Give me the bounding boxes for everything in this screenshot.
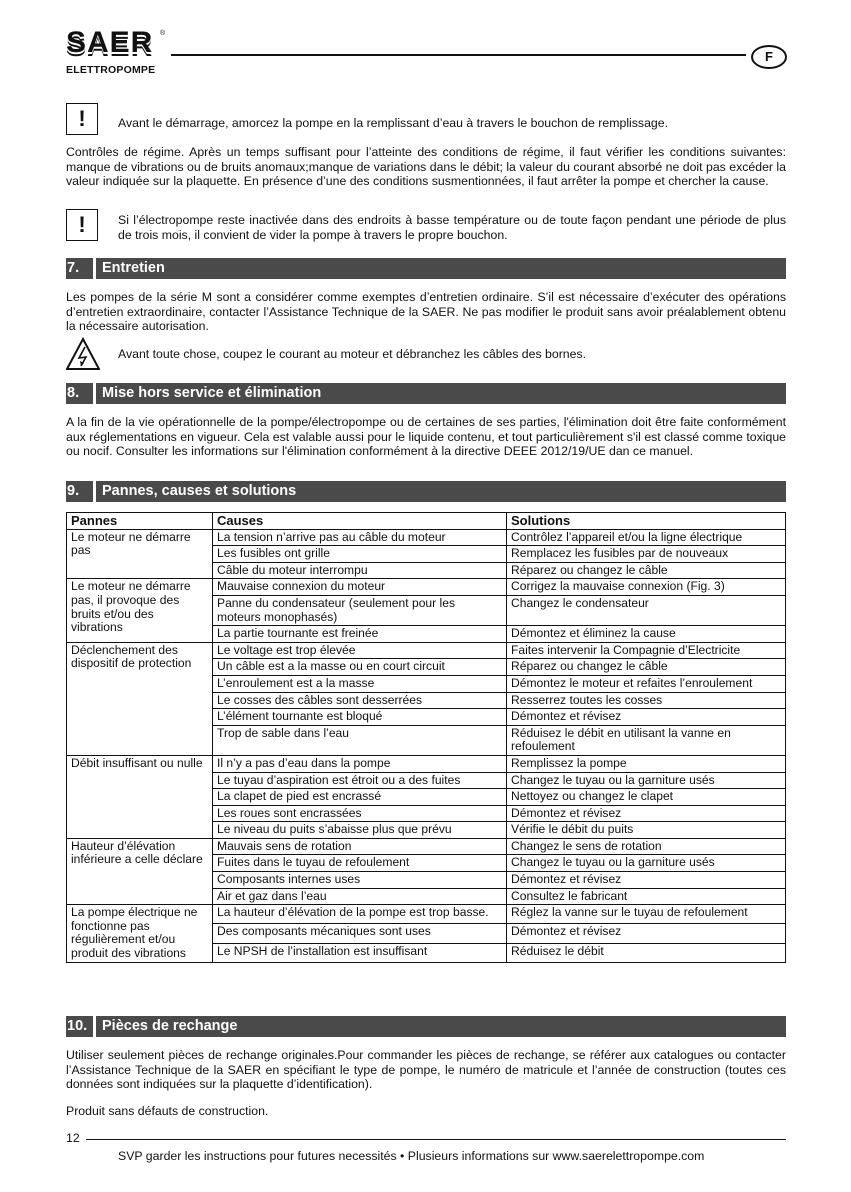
- cause-cell: Le NPSH de l’installation est insuffisant: [213, 943, 507, 962]
- cause-cell: Mauvaise connexion du moteur: [213, 579, 507, 596]
- cause-cell: L’élément tournante est bloqué: [213, 709, 507, 726]
- paragraph-regime: Contrôles de régime. Après un temps suffisant pour l’atteinte des conditions de régime, il faut vérifier les conditions suivantes: manque de vibrations ou de bruits anomaux;manque de variations dans le débit; la valeur du courant absorbé ne doit pas excéder la valeur indiquée sur la plaquette. En présence d’une des conditions susmentionnées, il faut arrêter la pompe et chercher la cause.: [66, 145, 786, 189]
- paragraph-entretien: Les pompes de la série M sont a considérer comme exemptes d’entretien ordinaire. S’il est nécessaire d’exécuter des opérations d’entretien extraordinaire, contacter l’Assistance Technique de la SAER. Ne pas modifier le produit sans avoir préalablement obtenu la nécessaire autorisation.: [66, 290, 786, 334]
- solution-cell: Démontez et révisez: [507, 709, 786, 726]
- section-number: 10.: [66, 1016, 96, 1037]
- electric-shock-warning-icon: [66, 337, 100, 371]
- logo-wordmark: SAER: [66, 26, 154, 59]
- cause-cell: Il n’y a pas d’eau dans la pompe: [213, 755, 507, 772]
- paragraph-elimination: A la fin de la vie opérationnelle de la pompe/électropompe ou de certaines de ses parties, l'élimination doit être faite conformément aux réglementations en vigueur. Cela est valable aussi pour le liquide contenu, et tout particulièrement s'il est classé comme toxique ou nocif. Consulter les informations sur l'élimination conformément à la directive DEEE 2012/19/UE dan ce manuel.: [66, 415, 786, 459]
- header-solutions: Solutions: [507, 513, 786, 530]
- saer-logo: [66, 26, 166, 76]
- troubleshooting-table: [66, 512, 786, 963]
- cause-cell: La partie tournante est freinée: [213, 626, 507, 643]
- solution-cell: Remplacez les fusibles par de nouveaux: [507, 546, 786, 563]
- cause-cell: Les fusibles ont grille: [213, 546, 507, 563]
- cause-cell: Fuites dans le tuyau de refoulement: [213, 855, 507, 872]
- cause-cell: Le voltage est trop élevée: [213, 642, 507, 659]
- cause-cell: Mauvais sens de rotation: [213, 838, 507, 855]
- solution-cell: Réparez ou changez le câble: [507, 659, 786, 676]
- header-pannes: Pannes: [67, 513, 213, 530]
- solution-cell: Réparez ou changez le câble: [507, 562, 786, 579]
- warning-inactive: [66, 209, 786, 243]
- table-header-row: [67, 513, 786, 530]
- warning-priming: [66, 103, 786, 137]
- solution-cell: Réduisez le débit: [507, 943, 786, 962]
- solution-cell: Démontez et révisez: [507, 924, 786, 943]
- section-heading-8: [66, 383, 786, 404]
- footer-rule: [86, 1139, 786, 1140]
- solution-cell: Changez le condensateur: [507, 595, 786, 625]
- solution-cell: Démontez et révisez: [507, 872, 786, 889]
- cause-cell: Un câble est a la masse ou en court circuit: [213, 659, 507, 676]
- table-row: [67, 838, 786, 855]
- table-row: [67, 905, 786, 924]
- cause-cell: Trop de sable dans l’eau: [213, 725, 507, 755]
- table-row: [67, 579, 786, 596]
- cause-cell: Le cosses des câbles sont desserrées: [213, 692, 507, 709]
- solution-cell: Resserrez toutes les cosses: [507, 692, 786, 709]
- solution-cell: Démontez et révisez: [507, 805, 786, 822]
- solution-cell: Réglez la vanne sur le tuyau de refoulement: [507, 905, 786, 924]
- solution-cell: Contrôlez l’appareil et/ou la ligne électrique: [507, 529, 786, 546]
- table-body: [67, 529, 786, 962]
- cause-cell: Des composants mécaniques sont uses: [213, 924, 507, 943]
- cause-cell: Le tuyau d’aspiration est étroit ou a des fuites: [213, 772, 507, 789]
- cause-cell: Le niveau du puits s’abaisse plus que prévu: [213, 822, 507, 839]
- section-number: 9.: [66, 481, 96, 502]
- table-row: [67, 755, 786, 772]
- registered-mark: ®: [160, 30, 166, 37]
- section-heading-7: [66, 258, 786, 279]
- paragraph-produit: Produit sans défauts de construction.: [66, 1104, 269, 1118]
- table-row: [67, 529, 786, 546]
- language-badge: F: [751, 45, 787, 69]
- exclamation-warning-icon: !: [66, 209, 98, 241]
- section-heading-10: [66, 1016, 786, 1037]
- fault-cell: Débit insuffisant ou nulle: [67, 755, 213, 838]
- table-row: [67, 642, 786, 659]
- page-number: 12: [66, 1131, 80, 1145]
- fault-cell: Le moteur ne démarre pas, il provoque des bruits et/ou des vibrations: [67, 579, 213, 642]
- section-title: Pannes, causes et solutions: [102, 483, 297, 499]
- section-heading-9: [66, 481, 786, 502]
- cause-cell: La tension n’arrive pas au câble du moteur: [213, 529, 507, 546]
- cause-cell: Composants internes uses: [213, 872, 507, 889]
- warning-electrical: [66, 337, 786, 373]
- footer-text: SVP garder les instructions pour futures necessités • Plusieurs informations sur www.saerelettropompe.com: [118, 1149, 705, 1163]
- solution-cell: Changez le tuyau ou la garniture usés: [507, 855, 786, 872]
- warning-inactive-text: Si l’électropompe reste inactivée dans des endroits à basse température ou de toute façon pendant une période de plus de trois mois, il convient de vider la pompe à travers le propre bouchon.: [118, 213, 786, 242]
- solution-cell: Démontez et éliminez la cause: [507, 626, 786, 643]
- cause-cell: Câble du moteur interrompu: [213, 562, 507, 579]
- section-number: 7.: [66, 258, 96, 279]
- fault-cell: La pompe électrique ne fonctionne pas régulièrement et/ou produit des vibrations: [67, 905, 213, 962]
- cause-cell: L’enroulement est a la masse: [213, 675, 507, 692]
- solution-cell: Nettoyez ou changez le clapet: [507, 789, 786, 806]
- cause-cell: Les roues sont encrassées: [213, 805, 507, 822]
- solution-cell: Réduisez le débit en utilisant la vanne en refoulement: [507, 725, 786, 755]
- header-causes: Causes: [213, 513, 507, 530]
- fault-cell: Déclenchement des dispositif de protection: [67, 642, 213, 755]
- exclamation-warning-icon: !: [66, 103, 98, 135]
- cause-cell: La hauteur d’élévation de la pompe est trop basse.: [213, 905, 507, 924]
- solution-cell: Changez le sens de rotation: [507, 838, 786, 855]
- section-title: Mise hors service et élimination: [102, 385, 322, 401]
- fault-cell: Le moteur ne démarre pas: [67, 529, 213, 579]
- cause-cell: La clapet de pied est encrassé: [213, 789, 507, 806]
- fault-cell: Hauteur d’élévation inférieure a celle déclare: [67, 838, 213, 904]
- cause-cell: Panne du condensateur (seulement pour les moteurs monophasés): [213, 595, 507, 625]
- warning-priming-text: Avant le démarrage, amorcez la pompe en la remplissant d’eau à travers le bouchon de remplissage.: [118, 116, 669, 130]
- section-number: 8.: [66, 383, 96, 404]
- section-title: Pièces de rechange: [102, 1018, 238, 1034]
- cause-cell: Air et gaz dans l’eau: [213, 888, 507, 905]
- solution-cell: Démontez le moteur et refaites l’enroulement: [507, 675, 786, 692]
- page-header: [66, 26, 786, 74]
- solution-cell: Remplissez la pompe: [507, 755, 786, 772]
- solution-cell: Corrigez la mauvaise connexion (Fig. 3): [507, 579, 786, 596]
- paragraph-pieces: Utiliser seulement pièces de rechange originales.Pour commander les pièces de rechange, se référer aux catalogues ou contacter l’Assistance Technique de la SAER en spécifiant le type de pompe, le numéro de matricule et l’année de construction (toutes ces données sont indiquées sur la plaquette d’identification).: [66, 1048, 786, 1092]
- logo-subtitle: ELETTROPOMPE: [66, 64, 156, 76]
- solution-cell: Changez le tuyau ou la garniture usés: [507, 772, 786, 789]
- solution-cell: Faites intervenir la Compagnie d’Electricite: [507, 642, 786, 659]
- solution-cell: Vérifie le débit du puits: [507, 822, 786, 839]
- solution-cell: Consultez le fabricant: [507, 888, 786, 905]
- warning-electrical-text: Avant toute chose, coupez le courant au moteur et débranchez les câbles des bornes.: [118, 347, 587, 361]
- header-rule: [171, 54, 746, 56]
- section-title: Entretien: [102, 260, 165, 276]
